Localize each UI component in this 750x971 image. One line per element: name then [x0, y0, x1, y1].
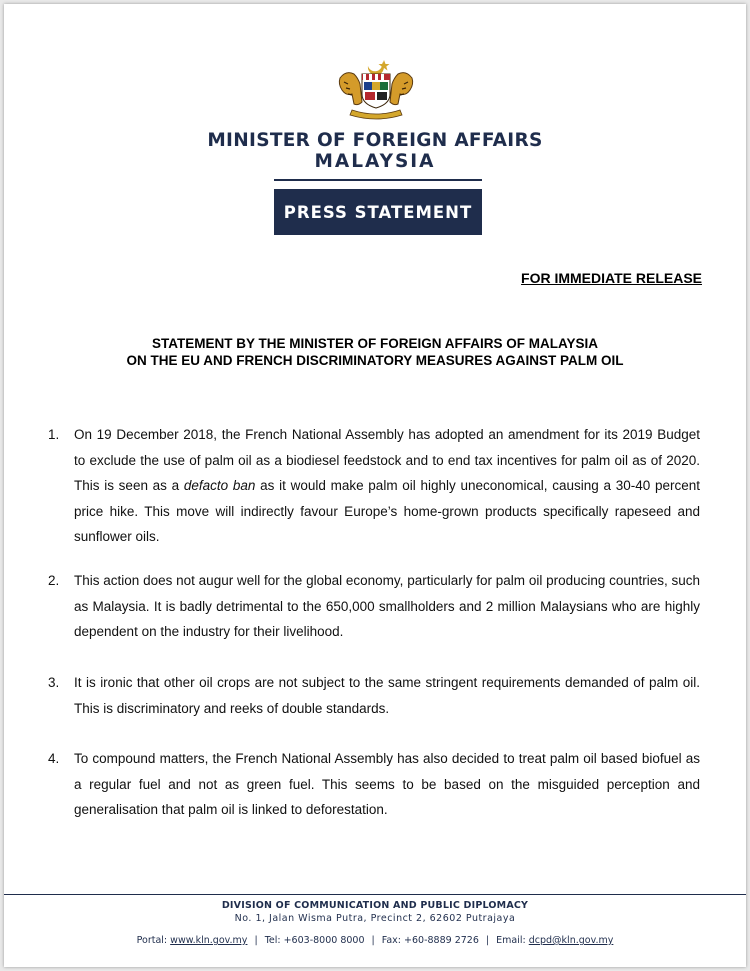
paragraph-text: On 19 December 2018, the French National Assembly has adopted an amendment for its 2019 Budget to exclude the use of palm oil as a biodiesel feedstock and to end tax incentives for palm oil as of 2020. This is seen as a: [74, 427, 700, 493]
paragraph-3: It is ironic that other oil crops are not subject to the same stringent requirements demanded of palm oil. This is discriminatory and reeks of double standards.: [74, 675, 700, 716]
header-divider: [274, 179, 482, 181]
paragraph-emphasis: defacto ban: [183, 478, 256, 493]
email-link[interactable]: dcpd@kln.gov.my: [528, 935, 614, 946]
malaysia-coat-of-arms-icon: [332, 56, 420, 120]
separator: |: [485, 935, 490, 946]
paragraph-4: To compound matters, the French National Assembly has also decided to treat palm oil based biofuel as a regular fuel and not as green fuel. This seems to be based on the misguided perception and generalisation that palm oil is linked to deforestation.: [74, 751, 700, 817]
paragraph-2: This action does not augur well for the global economy, particularly for palm oil producing countries, such as Malaysia. It is badly detrimental to the 650,000 smallholders and 2 million Malaysians who are highly dependent on the industry for their livelihood.: [74, 573, 700, 639]
portal-link[interactable]: www.kln.gov.my: [170, 935, 248, 946]
tel-number: Tel: +603-8000 8000: [264, 935, 365, 946]
fax-number: Fax: +60-8889 2726: [381, 935, 479, 946]
footer-address: No. 1, Jalan Wisma Putra, Precinct 2, 62602 Putrajaya: [234, 913, 516, 924]
paragraph-number: 2.: [48, 573, 60, 588]
immediate-release-label: FOR IMMEDIATE RELEASE: [521, 270, 702, 286]
paragraph-number: 1.: [48, 427, 60, 442]
ministry-country: MALAYSIA: [314, 151, 436, 172]
footer-contact: [0, 935, 750, 946]
ministry-title: MINISTER OF FOREIGN AFFAIRS: [207, 130, 543, 151]
email-label: Email:: [496, 935, 526, 946]
paragraph-1: [74, 422, 700, 550]
paragraph-number: 3.: [48, 675, 60, 690]
separator: |: [371, 935, 375, 946]
paragraph-number: 4.: [48, 751, 60, 766]
statement-title-line2: ON THE EU AND FRENCH DISCRIMINATORY MEASURES AGAINST PALM OIL: [126, 353, 624, 368]
separator: |: [254, 935, 258, 946]
press-statement-banner: PRESS STATEMENT: [274, 189, 482, 235]
footer-division: DIVISION OF COMMUNICATION AND PUBLIC DIPLOMACY: [221, 900, 529, 911]
portal-label: Portal:: [136, 935, 168, 946]
paragraph-text: as it would make palm oil highly uneconomical, causing a 30-40 percent price hike. This move will indirectly favour Europe’s home-grown products specifically rapeseed and sunflower oils.: [74, 478, 701, 544]
statement-title-line1: STATEMENT BY THE MINISTER OF FOREIGN AFFAIRS OF MALAYSIA: [151, 336, 598, 351]
footer-divider: [4, 894, 746, 895]
